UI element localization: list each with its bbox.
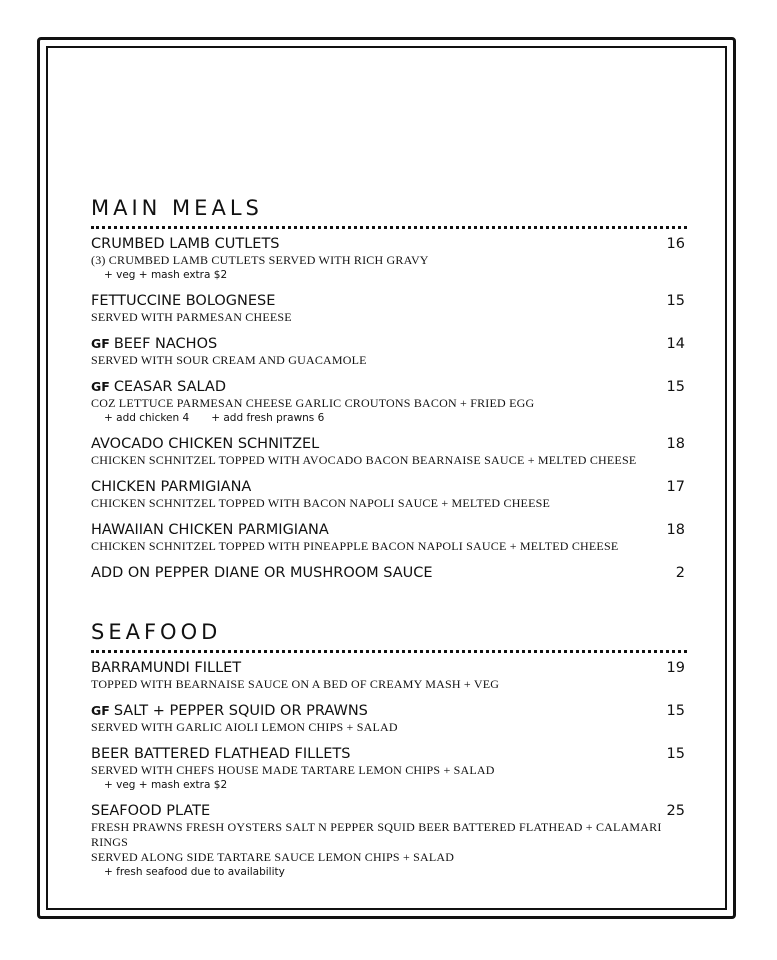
- menu-item: [91, 802, 687, 879]
- menu-item-extras: [91, 268, 687, 282]
- menu-item-name: ADD ON PEPPER DIANE OR MUSHROOM SAUCE: [91, 565, 433, 581]
- menu-item-price: 15: [666, 379, 685, 395]
- menu-item-name: SALT + PEPPER SQUID OR PRAWNS: [113, 703, 368, 719]
- menu-item-title: [91, 659, 241, 677]
- menu-item-price: 14: [666, 336, 685, 352]
- menu-items: [91, 235, 687, 582]
- menu-item-description: CHICKEN SCHNITZEL TOPPED WITH BACON NAPOLI SAUCE + MELTED CHEESE: [91, 496, 551, 510]
- menu-item-row: [91, 702, 687, 720]
- menu-item-price: 15: [666, 293, 685, 309]
- menu-item-extra: + veg + mash extra $2: [104, 779, 228, 791]
- menu-item-title: [91, 335, 217, 353]
- menu-item: [91, 564, 687, 582]
- menu-item-price: 17: [666, 479, 685, 495]
- menu-item-extra: + add chicken 4: [104, 412, 190, 424]
- menu-item: [91, 378, 687, 425]
- menu-item: [91, 659, 687, 692]
- section-title: MAIN MEALS: [91, 196, 263, 220]
- menu-item: [91, 292, 687, 325]
- menu-item-row: [91, 292, 687, 310]
- menu-item-name: SEAFOOD PLATE: [91, 803, 211, 819]
- menu-item-description: SERVED ALONG SIDE TARTARE SAUCE LEMON CHIPS + SALAD: [91, 850, 455, 864]
- menu-item-price: 2: [675, 565, 685, 581]
- dotted-divider: [91, 650, 687, 653]
- menu-item-row: [91, 235, 687, 253]
- menu-item-row: [91, 802, 687, 820]
- menu-item-extra: + add fresh prawns 6: [211, 412, 325, 424]
- menu-item-title: [91, 745, 351, 763]
- menu-item-extra: + veg + mash extra $2: [104, 269, 228, 281]
- menu-item-price: 15: [666, 746, 685, 762]
- menu-item-price: 25: [666, 803, 685, 819]
- menu-item-price: 19: [666, 660, 685, 676]
- menu-item-price: 18: [666, 522, 685, 538]
- menu-item-description: SERVED WITH CHEFS HOUSE MADE TARTARE LEMON CHIPS + SALAD: [91, 763, 495, 777]
- menu-item-row: [91, 435, 687, 453]
- menu-item-name: CHICKEN PARMIGIANA: [91, 479, 252, 495]
- section-main-meals: [91, 196, 687, 582]
- menu-item-title: [91, 521, 329, 539]
- menu-item-title: [91, 235, 280, 253]
- section-title: SEAFOOD: [91, 620, 222, 644]
- menu-item-price: 18: [666, 436, 685, 452]
- menu-item-price: 16: [666, 236, 685, 252]
- section-seafood: [91, 620, 687, 879]
- menu-item-name: BARRAMUNDI FILLET: [91, 660, 242, 676]
- menu-item-name: CRUMBED LAMB CUTLETS: [91, 236, 280, 252]
- menu-item-name: BEEF NACHOS: [113, 336, 218, 352]
- menu-item-name: BEER BATTERED FLATHEAD FILLETS: [91, 746, 351, 762]
- menu-item-title: [91, 378, 226, 396]
- menu-item-description: TOPPED WITH BEARNAISE SAUCE ON A BED OF CREAMY MASH + VEG: [91, 677, 500, 691]
- menu-item-description: SERVED WITH SOUR CREAM AND GUACAMOLE: [91, 353, 367, 367]
- menu-item-row: [91, 335, 687, 353]
- menu-item-row: [91, 659, 687, 677]
- menu-item-title: [91, 564, 433, 582]
- menu-item: [91, 335, 687, 368]
- menu-item-extras: [91, 411, 687, 425]
- menu-item-description: FRESH PRAWNS FRESH OYSTERS SALT N PEPPER SQUID BEER BATTERED FLATHEAD + CALAMARI RINGS: [91, 820, 662, 849]
- menu-item: [91, 235, 687, 282]
- menu-item: [91, 702, 687, 735]
- menu-item-description: COZ LETTUCE PARMESAN CHEESE GARLIC CROUTONS BACON + FRIED EGG: [91, 396, 535, 410]
- menu-item-description: CHICKEN SCHNITZEL TOPPED WITH AVOCADO BACON BEARNAISE SAUCE + MELTED CHEESE: [91, 453, 637, 467]
- menu-items: [91, 659, 687, 879]
- menu-item: [91, 435, 687, 468]
- menu-item-row: [91, 745, 687, 763]
- menu-item-price: 15: [666, 703, 685, 719]
- gluten-free-badge: GF: [91, 336, 110, 351]
- gluten-free-badge: GF: [91, 703, 110, 718]
- dotted-divider: [91, 226, 687, 229]
- menu-item-title: [91, 292, 275, 310]
- menu-item-title: [91, 435, 319, 453]
- menu-item: [91, 521, 687, 554]
- menu-item-title: [91, 802, 210, 820]
- menu-item-title: [91, 702, 368, 720]
- menu-item-row: [91, 478, 687, 496]
- menu-item-description: SERVED WITH GARLIC AIOLI LEMON CHIPS + SALAD: [91, 720, 398, 734]
- menu-item-extras: [91, 865, 687, 879]
- menu-item-extra: + fresh seafood due to availability: [104, 866, 285, 878]
- menu-item-extras: [91, 778, 687, 792]
- menu-item-name: HAWAIIAN CHICKEN PARMIGIANA: [91, 522, 329, 538]
- menu-item-row: [91, 521, 687, 539]
- menu-item-description: (3) CRUMBED LAMB CUTLETS SERVED WITH RICH GRAVY: [91, 253, 429, 267]
- gluten-free-badge: GF: [91, 379, 110, 394]
- menu-item-title: [91, 478, 251, 496]
- menu-item-row: [91, 564, 687, 582]
- menu-item: [91, 745, 687, 792]
- menu-item-name: AVOCADO CHICKEN SCHNITZEL: [91, 436, 320, 452]
- menu-item-row: [91, 378, 687, 396]
- menu-item-name: FETTUCCINE BOLOGNESE: [91, 293, 276, 309]
- menu-item-name: CEASAR SALAD: [113, 379, 226, 395]
- menu-item: [91, 478, 687, 511]
- menu-item-description: SERVED WITH PARMESAN CHEESE: [91, 310, 292, 324]
- menu-item-description: CHICKEN SCHNITZEL TOPPED WITH PINEAPPLE BACON NAPOLI SAUCE + MELTED CHEESE: [91, 539, 619, 553]
